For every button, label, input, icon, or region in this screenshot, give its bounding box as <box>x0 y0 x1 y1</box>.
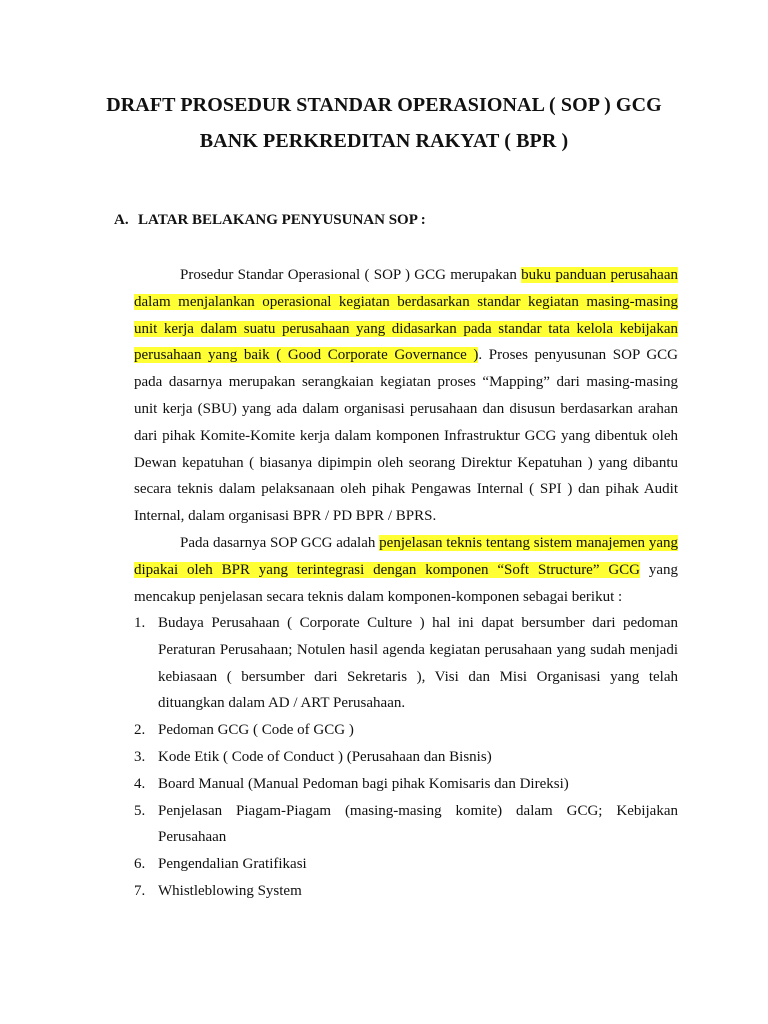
list-item-number: 5. <box>134 802 146 819</box>
list-item-number: 1. <box>134 615 146 631</box>
list-item-text: Penjelasan Piagam-Piagam (masing-masing komite) dalam GCG; Kebijakan Perusahaan <box>158 802 678 846</box>
document-title-line-1: DRAFT PROSEDUR STANDAR OPERASIONAL ( SOP ) GCG <box>106 94 662 116</box>
section-letter: A. <box>114 212 129 228</box>
list-item-text: Budaya Perusahaan ( Corporate Culture ) hal ini dapat bersumber dari pedoman Peraturan Perusahaan; Notulen hasil agenda kegiatan perusahaan yang sudah menjadi kebiasaan ( bersumber dari Sekretaris ), Visi dan Misi Organisasi yang telah dituangkan dalam AD / ART Perusahaan. <box>158 615 678 712</box>
list-item-number: 7. <box>134 882 146 899</box>
list-item-text: Board Manual (Manual Pedoman bagi pihak Komisaris dan Direksi) <box>158 775 569 792</box>
section-heading <box>114 212 426 229</box>
paragraph-1-rest: . Proses penyusunan SOP GCG pada dasarnya merupakan serangkaian kegiatan proses “Mapping” dari masing-masing unit kerja (SBU) yang ada dalam organisasi perusahaan dan disusun berdasarkan arahan dari pihak Komite-Komite kerja dalam komponen Infrastruktur GCG yang dibentuk oleh Dewan kepatuhan ( biasanya dipimpin oleh seorang Direktur Kepatuhan ) yang dibantu secara teknis dalam pelaksanaan oleh pihak Pengawas Internal ( SPI ) dan pihak Audit Internal, dalam organisasi BPR / PD BPR / BPRS. <box>134 347 679 525</box>
list-item <box>134 878 678 905</box>
list-item <box>134 851 678 878</box>
paragraph-1-highlight: buku panduan perusahaan dalam menjalankan operasional kegiatan berdasarkan standar kegiatan masing-masing unit kerja dalam suatu perusahaan yang didasarkan pada standar tata kelola kebijakan perusahaan yang baik ( Good Corporate Governance ) <box>134 267 678 364</box>
paragraph-2 <box>134 530 678 610</box>
paragraph-2-highlight: penjelasan teknis tentang sistem manajemen yang dipakai oleh BPR yang terintegrasi dengan komponen “Soft Structure” GCG <box>134 535 678 578</box>
list-item-number: 2. <box>134 722 146 739</box>
list-item <box>134 744 678 771</box>
paragraph-2-lead: Pada dasarnya SOP GCG adalah <box>180 535 380 551</box>
list-item-text: Pedoman GCG ( Code of GCG ) <box>158 722 354 739</box>
paragraph-1-lead: Prosedur Standar Operasional ( SOP ) GCG merupakan <box>180 267 522 283</box>
component-list <box>134 610 678 905</box>
paragraph-1 <box>134 262 678 530</box>
document-title-line-2: BANK PERKREDITAN RAKYAT ( BPR ) <box>199 130 569 152</box>
section-heading-text: LATAR BELAKANG PENYUSUNAN SOP : <box>138 212 426 228</box>
paragraph-2-rest: yang mencakup penjelasan secara teknis dalam komponen-komponen sebagai berikut : <box>134 561 678 605</box>
list-item-text: Kode Etik ( Code of Conduct ) (Perusahaan dan Bisnis) <box>158 748 492 765</box>
list-item-number: 6. <box>134 856 146 873</box>
list-item-text: Whistleblowing System <box>158 882 302 899</box>
list-item <box>134 771 678 798</box>
list-item-number: 3. <box>134 748 146 765</box>
list-item-text: Pengendalian Gratifikasi <box>158 856 307 873</box>
list-item <box>134 610 678 717</box>
list-item <box>134 798 678 852</box>
list-item-number: 4. <box>134 775 146 792</box>
list-item <box>134 717 678 744</box>
